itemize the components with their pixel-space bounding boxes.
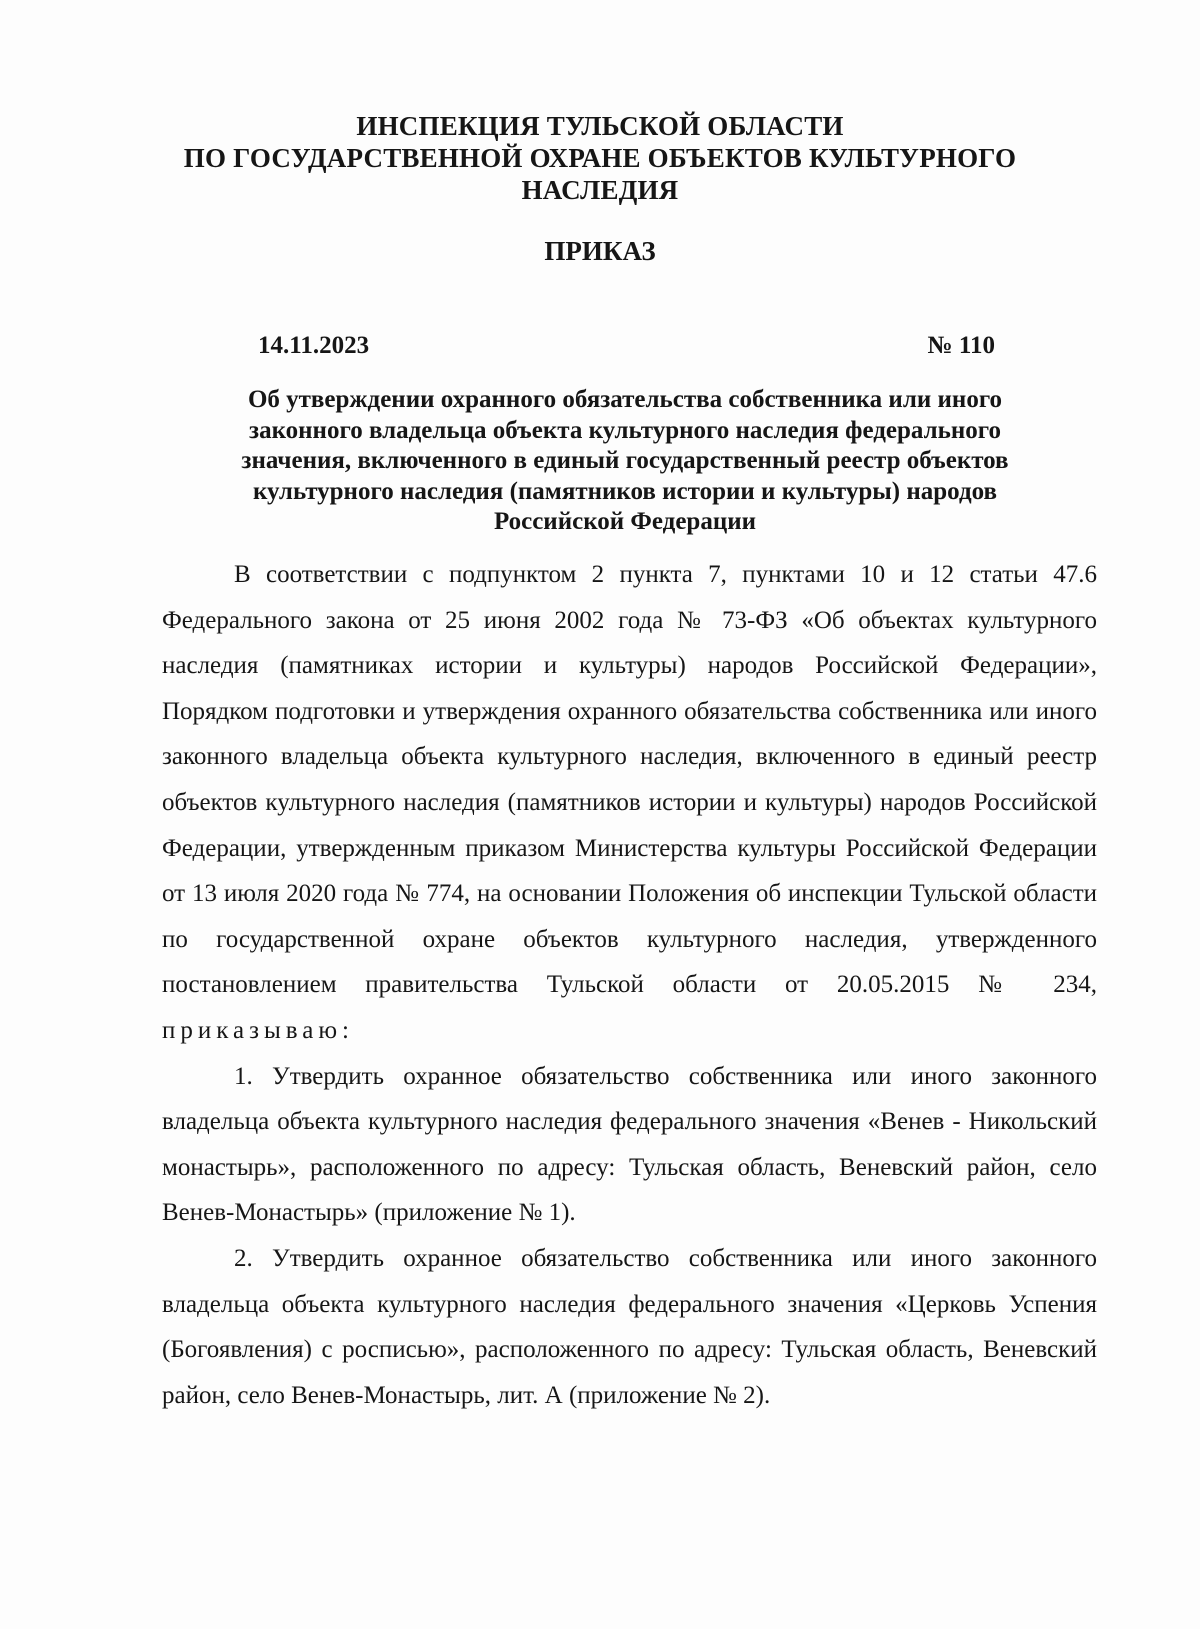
preamble-paragraph — [162, 552, 1097, 1054]
document-body — [162, 552, 1097, 1418]
organization-header — [150, 110, 1050, 206]
document-subject — [180, 385, 1070, 538]
document-type: ПРИКАЗ — [544, 236, 656, 266]
header-line: НАСЛЕДИЯ — [521, 175, 679, 205]
document-date: 14.11.2023 — [258, 332, 370, 359]
subject-line: Российской Федерации — [493, 508, 757, 535]
subject-line: законного владельца объекта культурного наследия федерального — [249, 416, 1001, 444]
order-word: приказываю: — [162, 1016, 354, 1044]
header-line: ИНСПЕКЦИЯ ТУЛЬСКОЙ ОБЛАСТИ — [356, 111, 844, 141]
order-item-1: 1. Утвердить охранное обязательство собственника или иного законного владельца объекта культурного наследия федерального значения «Венев - Никольский монастырь», расположенного по адресу: Тульская область, Веневский район, село Венев-Монастырь» (приложение № 1). — [162, 1062, 1097, 1227]
preamble-text: В соответствии с подпунктом 2 пункта 7, пунктами 10 и 12 статьи 47.6 Федерального закона от 25 июня 2002 года № 73-ФЗ «Об объектах культурного наследия (памятниках истории и культуры) народов Российской Федерации», Порядком подготовки и утверждения охранного обязательства собственника или иного законного владельца объекта культурного наследия, включенного в единый реестр объектов культурного наследия (памятников истории и культуры) народов Российской Федерации, утвержденным приказом Министерства культуры Российской Федерации от 13 июля 2020 года № 774, на основании Положения об инспекции Тульской области по государственной охране объектов культурного наследия, утвержденного постановлением правительства Тульской области от 20.05.2015 № 234, — [162, 561, 1097, 999]
subject-line: значения, включенного в единый государственный реестр объектов — [241, 447, 1009, 474]
order-item-2: 2. Утвердить охранное обязательство собственника или иного законного владельца объекта культурного наследия федерального значения «Церковь Успения (Богоявления) с росписью», расположенного по адресу: Тульская область, Веневский район, село Венев-Монастырь, лит. А (приложение № 2). — [162, 1244, 1097, 1409]
document-number: № 110 — [927, 332, 995, 359]
header-line: ПО ГОСУДАРСТВЕННОЙ ОХРАНЕ ОБЪЕКТОВ КУЛЬТУРНОГО — [183, 143, 1017, 173]
subject-line: Об утверждении охранного обязательства собственника или иного — [247, 386, 1003, 413]
subject-line: культурного наследия (памятников истории и культуры) народов — [252, 477, 997, 505]
